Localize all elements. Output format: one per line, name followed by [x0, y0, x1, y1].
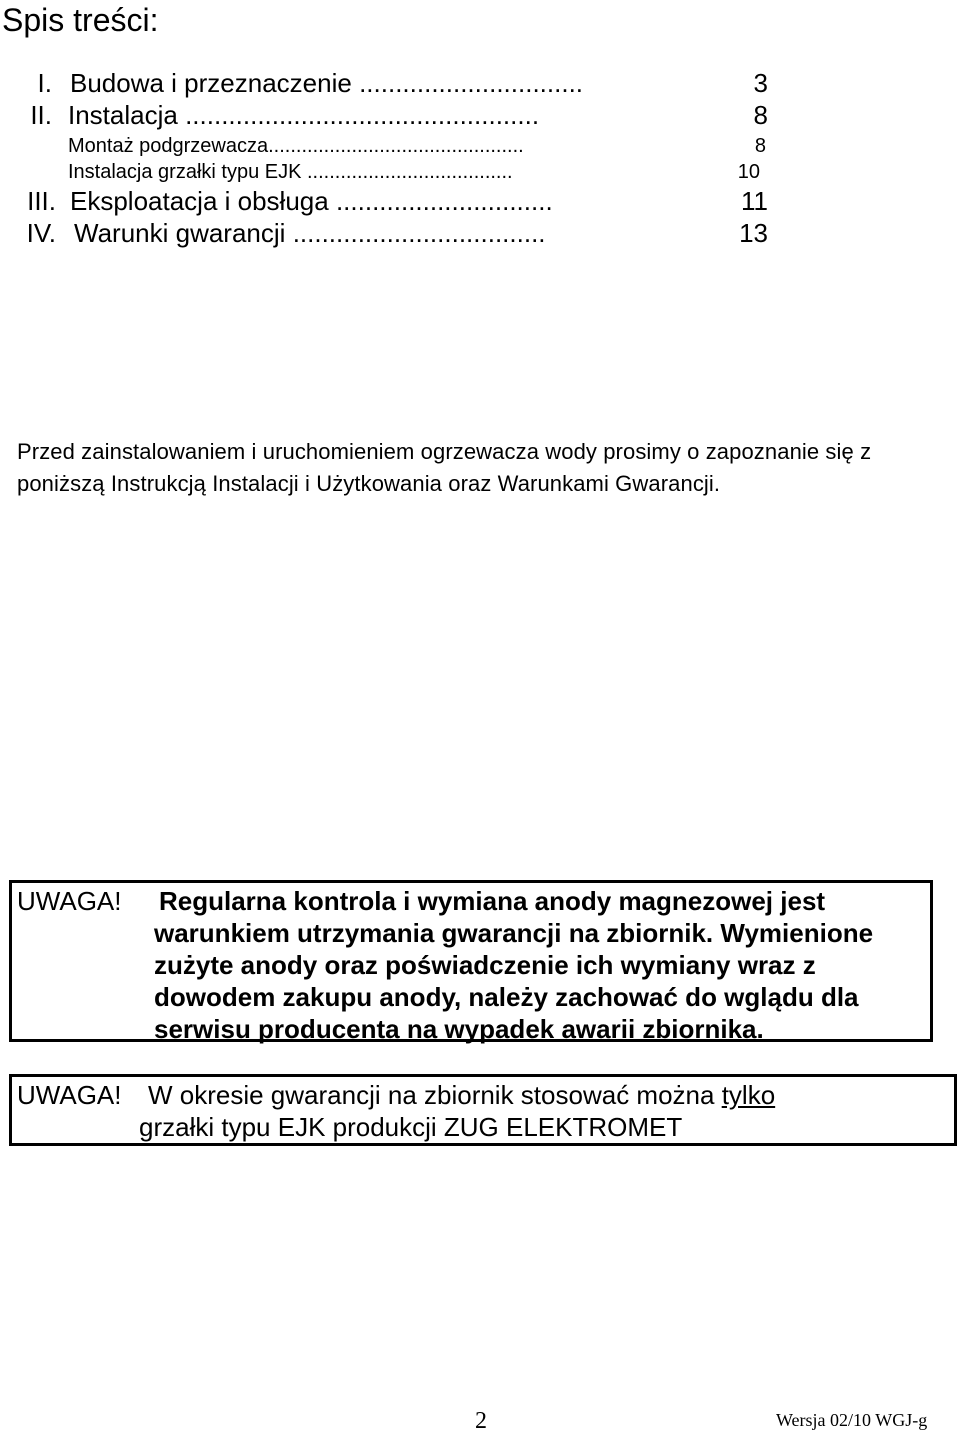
toc-title: Spis treści:	[2, 2, 159, 38]
toc-item-number: I.	[37, 68, 52, 98]
toc-item-page: 10	[737, 161, 760, 183]
toc-leader-dots: ..............................................	[268, 135, 524, 157]
toc-item-label: Instalacja .................................................	[68, 100, 540, 130]
toc-leader-dots: .................................................	[185, 100, 540, 130]
toc-leader-dots: ...................................	[292, 218, 546, 248]
warning-label: UWAGA!	[17, 1080, 122, 1110]
underlined-word: tylko	[721, 1080, 776, 1110]
toc-leader-dots: ..............................	[335, 186, 553, 216]
warning-text: Regularna kontrola i wymiana anody magnezowej jest warunkiem utrzymania gwarancji na zbiornik. Wymienione zużyte anody oraz poświadczenie ich wymiany wraz z dowodem zakupu anody, należy zachować do wglądu dla serwisu producenta na wypadek awarii zbiornika.	[154, 886, 874, 1044]
toc-item-label: Budowa i przeznaczenie ...............................	[70, 68, 584, 98]
toc-item-page: 13	[739, 218, 768, 248]
page-number: 2	[475, 1408, 487, 1434]
intro-paragraph: Przed zainstalowaniem i uruchomieniem ogrzewacza wody prosimy o zapoznanie się z poniższą Instrukcją Instalacji i Użytkowania oraz Warunkami Gwarancji.	[17, 439, 872, 496]
warning-text-line1: W okresie gwarancji na zbiornik stosować można tylko	[148, 1080, 776, 1110]
toc-item-number: III.	[27, 186, 56, 216]
toc-leader-dots: .....................................	[307, 161, 513, 183]
toc-item-page: 3	[753, 68, 768, 98]
heater-warning-box	[9, 1074, 957, 1146]
toc-item-label: Eksploatacja i obsługa ..............................	[70, 186, 553, 216]
toc-item-label: Warunki gwarancji ...................................	[74, 218, 546, 248]
toc-item-number: II.	[30, 100, 52, 130]
toc-item-label: Instalacja grzałki typu EJK .....................................	[68, 161, 513, 183]
warning-text-line2: grzałki typu EJK produkcji ZUG ELEKTROMET	[139, 1112, 683, 1142]
toc-leader-dots: ...............................	[359, 68, 584, 98]
toc-item-page: 8	[754, 135, 766, 157]
version-label: Wersja 02/10 WGJ-g	[776, 1410, 928, 1430]
anode-warning-box	[9, 880, 933, 1042]
warning-label: UWAGA!	[17, 886, 122, 916]
toc-item-label: Montaż podgrzewacza..............................................	[68, 135, 524, 157]
toc-item-page: 11	[741, 186, 768, 216]
toc-item-page: 8	[753, 100, 768, 130]
toc-item-number: IV.	[26, 218, 56, 248]
